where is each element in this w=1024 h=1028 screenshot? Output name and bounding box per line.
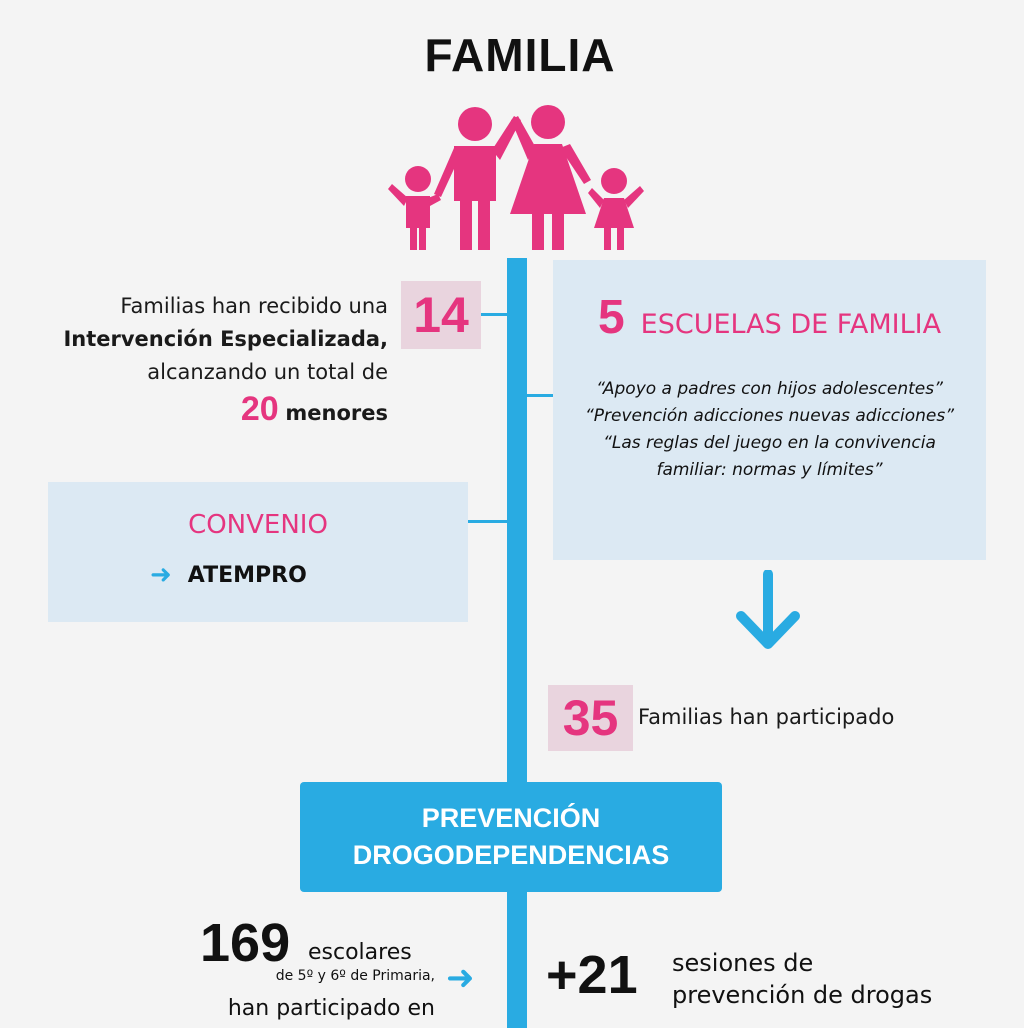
prevention-line1: PREVENCIÓN <box>421 803 601 833</box>
convenio-box <box>48 482 468 622</box>
arrow-down-icon <box>735 570 801 652</box>
connector-convenio <box>468 520 507 523</box>
intervention-text <box>20 290 388 430</box>
convenio-item-label: ATEMPRO <box>187 562 307 588</box>
prevention-banner <box>300 782 722 892</box>
arrow-right-icon: ➜ <box>446 958 475 998</box>
sessions-label <box>672 947 932 1011</box>
sessions-count: +21 <box>546 945 638 1005</box>
prevention-line2: DROGODEPENDENCIAS <box>352 840 670 870</box>
escuelas-heading <box>553 290 986 345</box>
students-label: escolares <box>308 940 412 965</box>
participation-count: 35 <box>548 685 633 751</box>
intervention-line3: alcanzando un total de <box>147 360 388 384</box>
escuelas-quote: “Las reglas del juego en la convivencia familiar: normas y límites” <box>603 433 936 480</box>
page-title: FAMILIA <box>424 29 616 81</box>
intervention-line2: Intervención Especializada, <box>63 327 388 351</box>
participation-label: Familias han participado <box>638 705 895 729</box>
convenio-title: CONVENIO <box>188 510 328 540</box>
family-icon <box>388 104 648 250</box>
escuelas-quotes <box>553 376 986 484</box>
escuelas-quote: “Prevención adicciones nuevas adicciones” <box>584 406 955 426</box>
minors-label: menores <box>285 401 388 425</box>
arrow-right-icon: ➜ <box>150 560 172 590</box>
sessions-line1: sesiones de <box>672 949 814 977</box>
convenio-item <box>150 562 307 588</box>
escuelas-quote: “Apoyo a padres con hijos adolescentes” <box>596 379 943 399</box>
minors-count: 20 <box>240 390 279 428</box>
students-sub2: han participado en <box>227 996 435 1021</box>
escuelas-label: ESCUELAS DE FAMILIA <box>640 309 942 340</box>
timeline-line-lower <box>507 888 527 1028</box>
intervention-line1: Familias han recibido una <box>120 294 388 318</box>
students-sub: de 5º y 6º de Primaria, <box>275 968 435 984</box>
connector-escuelas <box>527 394 553 397</box>
sessions-line2: prevención de drogas <box>672 981 933 1009</box>
intervention-count: 14 <box>401 281 481 349</box>
students-count: 169 <box>200 913 291 973</box>
escuelas-count: 5 <box>597 291 625 344</box>
connector-14 <box>481 313 507 316</box>
timeline-line <box>507 258 527 788</box>
